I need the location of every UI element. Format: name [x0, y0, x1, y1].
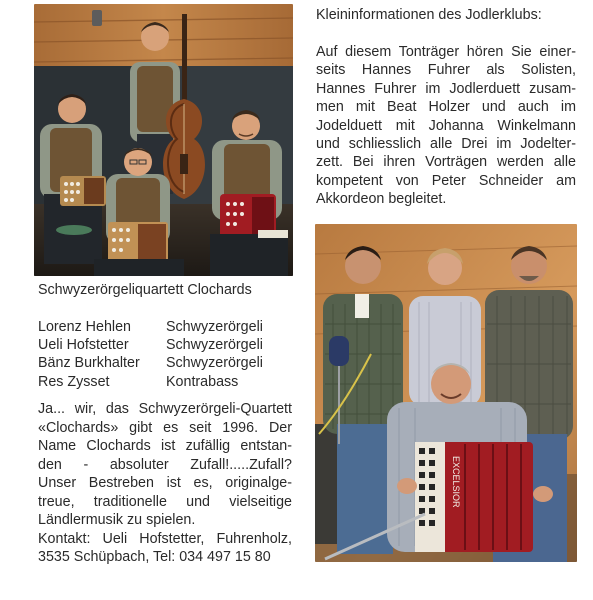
- quartet-photo-illustration: [34, 4, 293, 276]
- text-line: Name Clochards ist zufällig entstan-: [38, 438, 292, 454]
- text-line: Auf diesem Tonträger hören Sie einer-: [316, 44, 576, 60]
- jodlerklub-description: [316, 43, 576, 209]
- jodlerklub-title: Kleininformationen des Jodlerklubs:: [316, 7, 542, 23]
- text-line: Hannes Fuhrer im Jodlerduett zusam-: [316, 80, 576, 97]
- text-line: «Clochards» gibt es seit 1996. Der: [38, 419, 292, 436]
- contact-line: Kontakt: Ueli Hofstetter, Fuhrenholz,: [38, 530, 292, 547]
- member-row: [38, 354, 263, 372]
- text-line: zett. Bei ihren Vorträgen werden alle: [316, 154, 576, 171]
- text-line: und schliesslich alle Drei im Jodelter-: [316, 136, 576, 153]
- member-instrument: Schwyzerörgeli: [166, 319, 263, 335]
- text-line: Unser Bestreben ist es, originalge-: [38, 475, 292, 491]
- quartet-caption: Schwyzerörgeliquartett Clochards: [38, 282, 252, 298]
- text-line: den - absoluter Zufall!.....Zufall?: [38, 456, 292, 473]
- member-row: [38, 318, 263, 336]
- text-line: Jodelduett mit Johanna Winkelmann: [316, 117, 576, 134]
- member-name: Res Zysset: [38, 373, 110, 390]
- member-name: Bänz Burkhalter: [38, 355, 140, 372]
- contact-line: 3535 Schüpbach, Tel: 034 497 15 80: [38, 549, 271, 565]
- quartet-description: [38, 400, 292, 567]
- member-instrument: Schwyzerörgeli: [166, 355, 263, 372]
- text-line: treue, traditionelle und vielseitige: [38, 493, 292, 510]
- text-line: Akkordeon begleitet.: [316, 191, 447, 208]
- text-line: Ländlermusik zu spielen.: [38, 512, 196, 528]
- accordion-brand: EXCELSIOR: [451, 456, 461, 508]
- text-line: Ja... wir, das Schwyzerörgeli-Quartett: [38, 401, 292, 417]
- stool-icon: [56, 225, 92, 235]
- member-instrument: Kontrabass: [166, 373, 239, 390]
- member-row: [38, 373, 263, 391]
- quartet-photo: [34, 4, 293, 276]
- member-list: [38, 318, 263, 391]
- jodler-trio-photo: [315, 224, 577, 562]
- text-line: kompetent von Peter Schneider am: [316, 172, 576, 189]
- member-instrument: Schwyzerörgeli: [166, 337, 263, 354]
- lamp-icon: [92, 10, 102, 26]
- text-line: men mit Beat Holzer und auch im: [316, 99, 576, 116]
- member-name: Lorenz Hehlen: [38, 319, 131, 335]
- member-name: Ueli Hofstetter: [38, 337, 129, 354]
- jodler-trio-photo-illustration: [315, 224, 577, 562]
- text-line: seits Hannes Fuhrer als Solisten,: [316, 62, 576, 79]
- member-row: [38, 336, 263, 354]
